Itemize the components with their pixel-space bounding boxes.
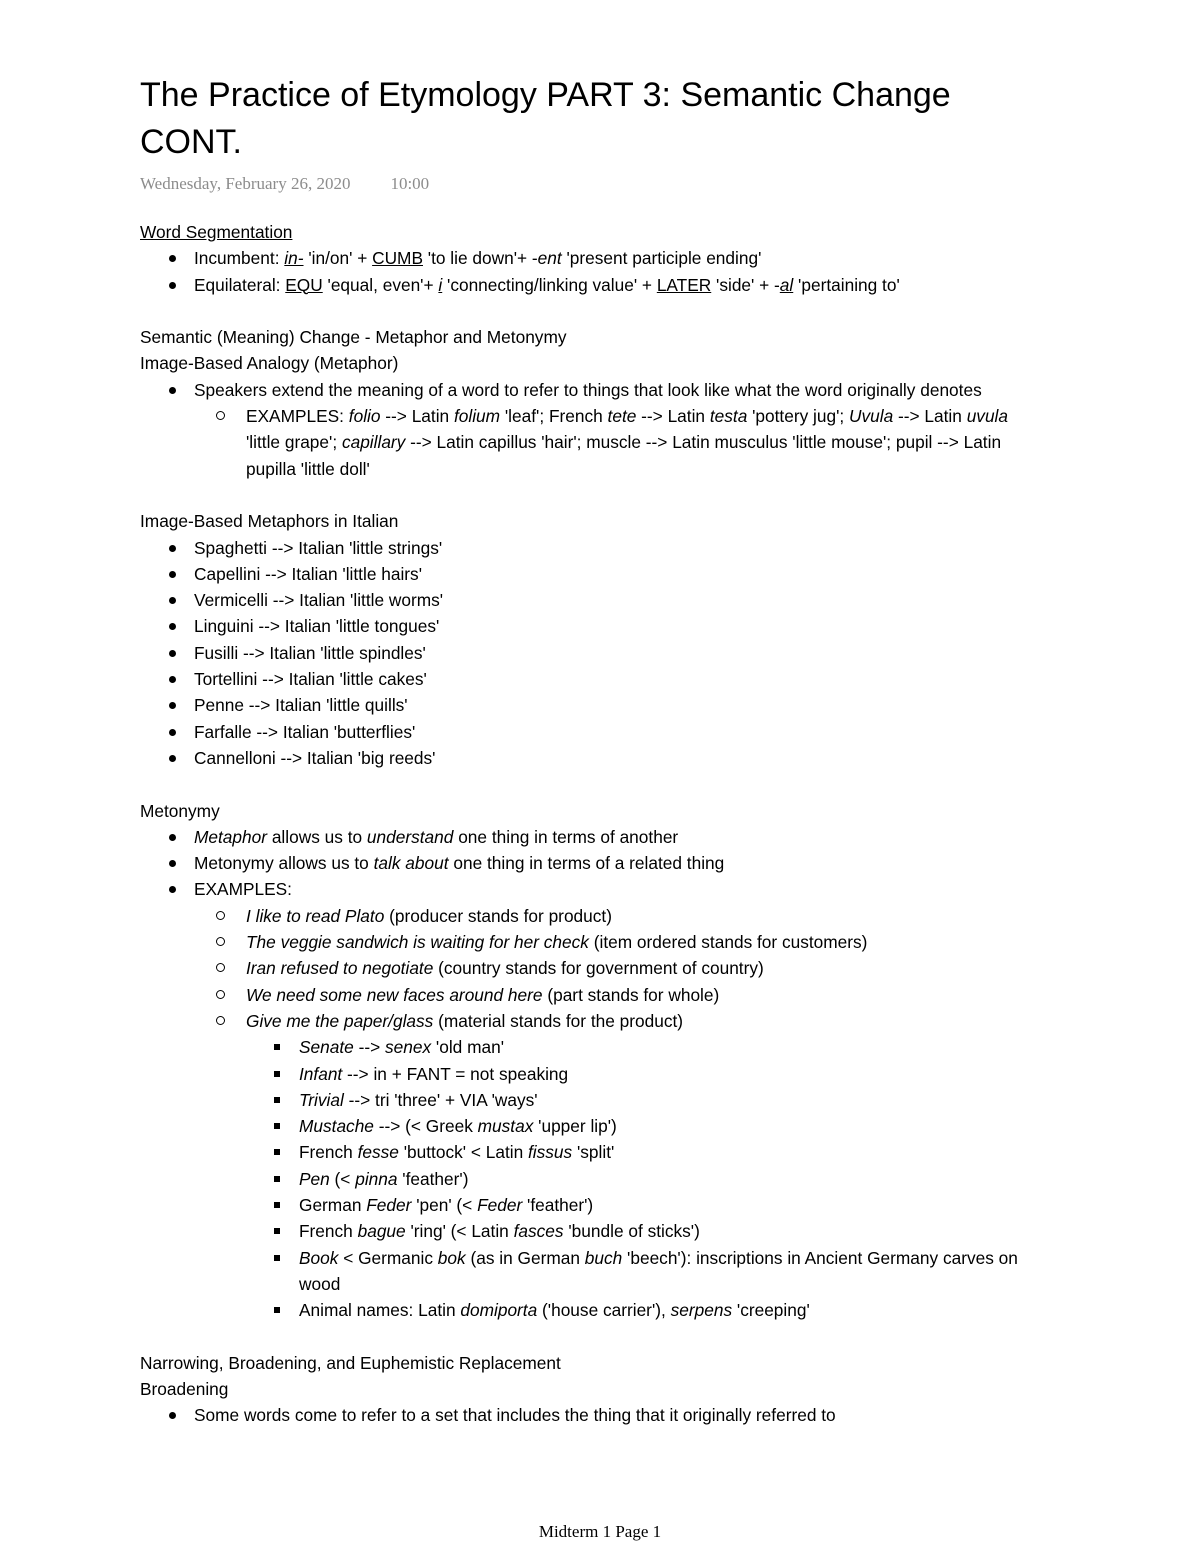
section-heading-metonymy: Metonymy (140, 800, 220, 821)
list-item: Speakers extend the meaning of a word to refer to things that look like what the word originally denotes (140, 377, 1040, 403)
list-item: Pen (< pinna 'feather') (140, 1166, 1040, 1192)
list-item: Animal names: Latin domiporta ('house carrier'), serpens 'creeping' (140, 1297, 1040, 1323)
list-item: We need some new faces around here (part stands for whole) (140, 982, 1040, 1008)
list-item: French fesse 'buttock' < Latin fissus 'split' (140, 1139, 1040, 1165)
section-heading-word-segmentation: Word Segmentation (140, 222, 293, 242)
note-time: 10:00 (390, 174, 430, 193)
list-item: Metaphor allows us to understand one thing in terms of another (140, 824, 1040, 850)
broadening-list (140, 1402, 1040, 1428)
list-item: Vermicelli --> Italian 'little worms' (140, 587, 1040, 613)
section-heading-italian-metaphors: Image-Based Metaphors in Italian (140, 511, 399, 532)
list-item: Fusilli --> Italian 'little spindles' (140, 640, 1040, 666)
list-item: French bague 'ring' (< Latin fasces 'bundle of sticks') (140, 1218, 1040, 1244)
list-item: Iran refused to negotiate (country stands for government of country) (140, 955, 1040, 981)
list-item: Equilateral: EQU 'equal, even'+ i 'connecting/linking value' + LATER 'side' + -al 'pertaining to' (140, 272, 1040, 298)
list-item: Cannelloni --> Italian 'big reeds' (140, 745, 1040, 771)
list-item: I like to read Plato (producer stands for product) (140, 903, 1040, 929)
metaphor-list (140, 377, 1040, 482)
word-segmentation-list (140, 245, 1040, 298)
italian-pasta-list (140, 535, 1040, 772)
list-item: Incumbent: in- 'in/on' + CUMB 'to lie down'+ -ent 'present participle ending' (140, 245, 1040, 271)
note-body (140, 219, 1040, 1429)
list-item: Give me the paper/glass (material stands for the product) (140, 1008, 1040, 1034)
list-item: Book < Germanic bok (as in German buch 'beech'): inscriptions in Ancient Germany carves on wood (140, 1245, 1040, 1298)
note-timestamp (140, 174, 429, 194)
list-item: The veggie sandwich is waiting for her check (item ordered stands for customers) (140, 929, 1040, 955)
section-heading-semantic-change: Semantic (Meaning) Change - Metaphor and Metonymy (140, 327, 567, 348)
list-item: Trivial --> tri 'three' + VIA 'ways' (140, 1087, 1040, 1113)
list-item: Capellini --> Italian 'little hairs' (140, 561, 1040, 587)
metonymy-list (140, 824, 1040, 1324)
list-item: Some words come to refer to a set that includes the thing that it originally referred to (140, 1402, 1040, 1428)
list-item: Metonymy allows us to talk about one thing in terms of a related thing (140, 850, 1040, 876)
list-item: Senate --> senex 'old man' (140, 1034, 1040, 1060)
page-title: The Practice of Etymology PART 3: Semantic Change CONT. (140, 76, 951, 161)
list-item: Farfalle --> Italian 'butterflies' (140, 719, 1040, 745)
subheading-image-based-analogy: Image-Based Analogy (Metaphor) (140, 353, 399, 374)
section-heading-narrowing-broadening: Narrowing, Broadening, and Euphemistic Replacement (140, 1352, 561, 1373)
subheading-broadening: Broadening (140, 1379, 229, 1400)
list-item: EXAMPLES: folio --> Latin folium 'leaf'; French tete --> Latin testa 'pottery jug'; Uvula --> Latin uvula 'little grape'; capillary --> Latin capillus 'hair'; muscle --> Latin musculus 'little mouse'; pupil --> Latin pupilla 'little doll' (140, 403, 1040, 482)
list-item: Spaghetti --> Italian 'little strings' (140, 535, 1040, 561)
list-item: EXAMPLES: (140, 876, 1040, 902)
list-item: German Feder 'pen' (< Feder 'feather') (140, 1192, 1040, 1218)
note-date: Wednesday, February 26, 2020 (140, 174, 351, 193)
list-item: Penne --> Italian 'little quills' (140, 692, 1040, 718)
page-footer: Midterm 1 Page 1 (538, 1522, 662, 1541)
list-item: Tortellini --> Italian 'little cakes' (140, 666, 1040, 692)
list-item: Mustache --> (< Greek mustax 'upper lip') (140, 1113, 1040, 1139)
list-item: Linguini --> Italian 'little tongues' (140, 613, 1040, 639)
list-item: Infant --> in + FANT = not speaking (140, 1061, 1040, 1087)
